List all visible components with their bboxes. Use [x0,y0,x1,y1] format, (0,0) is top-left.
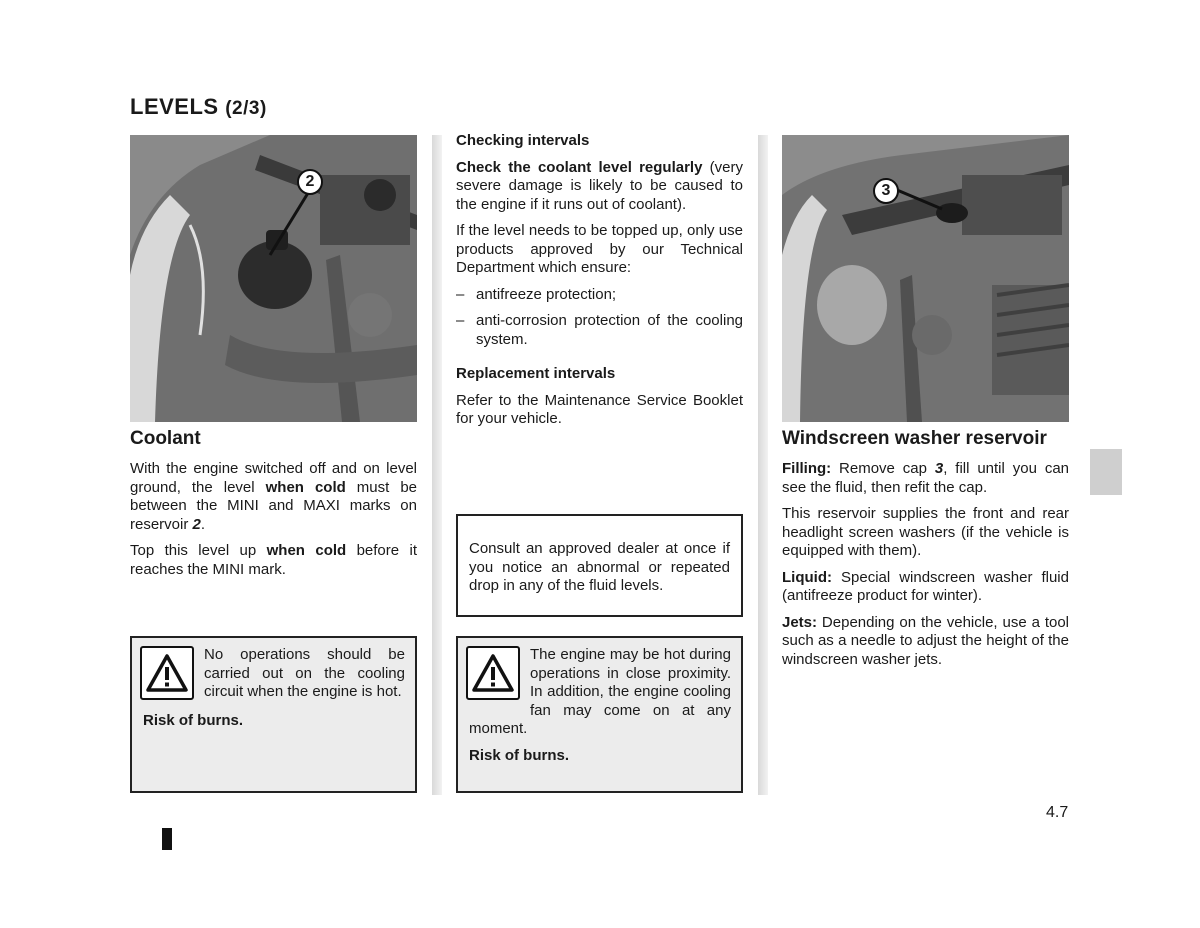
chapter-thumb-tab [1090,449,1122,495]
warning-middle-text: The engine may be hot during operations in close proximity. In addition, the engine cooling fan may come on at any moment. [469,646,731,737]
warning-left-risk: Risk of burns. [143,712,244,729]
washer-reservoir-photo [782,135,1069,422]
washer-para-liquid: Liquid: Special windscreen washer fluid (antifreeze product for winter). [782,568,1069,604]
washer-para-jets: Jets: Depending on the vehicle, use a tool such as a needle to adjust the height of the windscreen washer jets. [782,613,1069,668]
checking-intervals-heading: Checking intervals [456,132,590,149]
replacement-intervals-heading: Replacement intervals [456,365,616,382]
warning-triangle-glyph [471,653,515,693]
middle-column [456,132,743,437]
callout-3 [873,178,899,204]
list-item-text: antifreeze protection; [476,285,617,303]
checking-para-1: Check the coolant level regularly (very severe damage is likely to be caused to the engine if it runs out of coolant). [456,158,743,213]
warning-box-left [130,636,417,793]
warning-triangle-glyph [145,653,189,693]
engine-bay-illustration [782,135,1069,422]
coolant-heading: Coolant [130,428,201,449]
page-title-sub: (2/3) [225,98,267,119]
warning-left-text: No operations should be carried out on the cooling circuit when the engine is hot. [204,646,405,700]
list-item-text: anti-corrosion protection of the cooling system. [476,312,743,348]
replacement-para: Refer to the Maintenance Service Booklet for your vehicle. [456,391,743,427]
list-item [456,286,743,305]
list-item [456,312,743,349]
list-dash: – [456,285,465,303]
coolant-reservoir-photo [130,135,417,422]
callout-2-label: 2 [305,173,315,190]
warning-triangle-icon [140,646,194,700]
list-dash: – [456,312,465,329]
washer-section [782,428,1069,677]
callout-3-label: 3 [881,182,891,199]
engine-bay-illustration [130,135,417,422]
warning-box-middle [456,636,743,793]
checking-para-2: If the level needs to be topped up, only use products approved by our Technical Department which ensure: [456,222,743,276]
column-gutter-left [432,135,442,795]
washer-heading: Windscreen washer reservoir [782,428,1047,449]
coolant-para-2: Top this level up when cold before it reaches the MINI mark. [130,542,417,578]
washer-para-supply: This reservoir supplies the front and rear headlight screen washers (if the vehicle is equipped with them). [782,505,1069,559]
page-number: 4.7 [1046,804,1069,821]
note-text: Consult an approved dealer at once if you notice an abnormal or repeated drop in any of the fluid levels. [469,540,730,594]
warning-middle-risk: Risk of burns. [469,746,570,764]
column-gutter-right [758,135,768,795]
page-title [130,94,267,120]
page-marker [162,828,172,850]
callout-2 [297,169,323,195]
washer-para-filling: Filling: Remove cap 3, fill until you can see the fluid, then refit the cap. [782,460,1070,496]
note-box [456,514,743,617]
warning-triangle-icon [466,646,520,700]
coolant-para-1: With the engine switched off and on level ground, the level when cold must be between the MINI and MAXI marks on reservoir 2. [130,460,418,533]
page-title-text: LEVELS [130,94,219,119]
coolant-section [130,428,417,587]
